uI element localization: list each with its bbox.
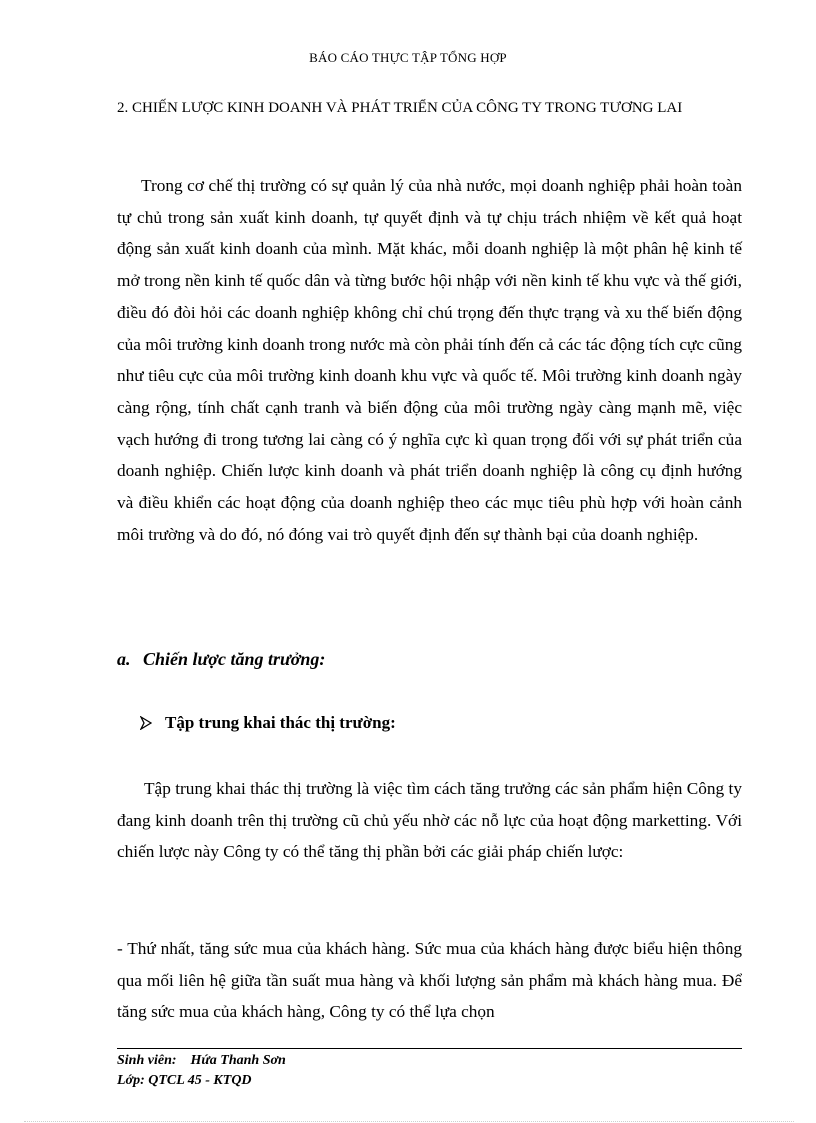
- bullet-heading: [140, 713, 396, 733]
- footer-divider: [117, 1048, 742, 1049]
- report-header-title: BÁO CÁO THỰC TẬP TỔNG HỢP: [309, 50, 507, 65]
- subsection-marker: a.: [117, 649, 131, 669]
- page-bottom-border: [24, 1121, 794, 1122]
- section-heading: 2. CHIẾN LƯỢC KINH DOANH VÀ PHÁT TRIỂN CỦA CÔNG TY TRONG TƯƠNG LAI: [117, 100, 683, 116]
- bullet-heading-label: Tập trung khai thác thị trường:: [165, 713, 396, 732]
- subsection-title: Chiến lược tăng trưởng:: [143, 649, 326, 669]
- footer: [117, 1051, 286, 1091]
- footer-class-line: [117, 1071, 286, 1091]
- arrow-bullet-icon: [140, 716, 152, 730]
- footer-student-line: [117, 1051, 286, 1071]
- class-label: Lớp:: [117, 1073, 145, 1088]
- intro-paragraph: Trong cơ chế thị trường có sự quản lý của nhà nước, mọi doanh nghiệp phải hoàn toàn tự chủ trong sản xuất kinh doanh, tự quyết định và tự chịu trách nhiệm về kết quả hoạt động sản xuất kinh doanh của mình. Mặt khác, mỗi doanh nghiệp là một phân hệ kinh tế mở trong nền kinh tế quốc dân và từng bước hội nhập với nền kinh tế khu vực và thế giới, điều đó đòi hỏi các doanh nghiệp không chỉ chú trọng đến thực trạng và xu thế biến động của môi trường kinh doanh trong nước mà còn phải tính đến cả các tác động tích cực cũng như tiêu cực của môi trường kinh doanh khu vực và quốc tế. Môi trường kinh doanh ngày càng rộng, tính chất cạnh tranh và biến động của môi trường ngày càng mạnh mẽ, việc vạch hướng đi trong tương lai càng có ý nghĩa cực kì quan trọng đối với sự phát triển của doanh nghiệp. Chiến lược kinh doanh và phát triển doanh nghiệp là công cụ định hướng và điều khiển các hoạt động của doanh nghiệp theo các mục tiêu phù hợp với hoàn cảnh môi trường và do đó, nó đóng vai trò quyết định đến sự thành bại của doanh nghiệp.: [117, 176, 742, 544]
- student-label: Sinh viên:: [117, 1053, 177, 1068]
- first-point-paragraph: - Thứ nhất, tăng sức mua của khách hàng. Sức mua của khách hàng được biểu hiện thông qua mối liên hệ giữa tần suất mua hàng và khối lượng sản phẩm mà khách hàng mua. Để tăng sức mua của khách hàng, Công ty có thể lựa chọn: [117, 939, 742, 1022]
- class-value: QTCL 45 - KTQD: [148, 1073, 252, 1088]
- subsection-heading: [117, 649, 325, 670]
- student-name: Hứa Thanh Sơn: [190, 1053, 286, 1068]
- market-focus-paragraph: Tập trung khai thác thị trường là việc tìm cách tăng trưởng các sản phẩm hiện Công ty đang kinh doanh trên thị trường cũ chủ yếu nhờ các nỗ lực của hoạt động marketting. Với chiến lược này Công ty có thể tăng thị phần bởi các giải pháp chiến lược:: [117, 779, 742, 862]
